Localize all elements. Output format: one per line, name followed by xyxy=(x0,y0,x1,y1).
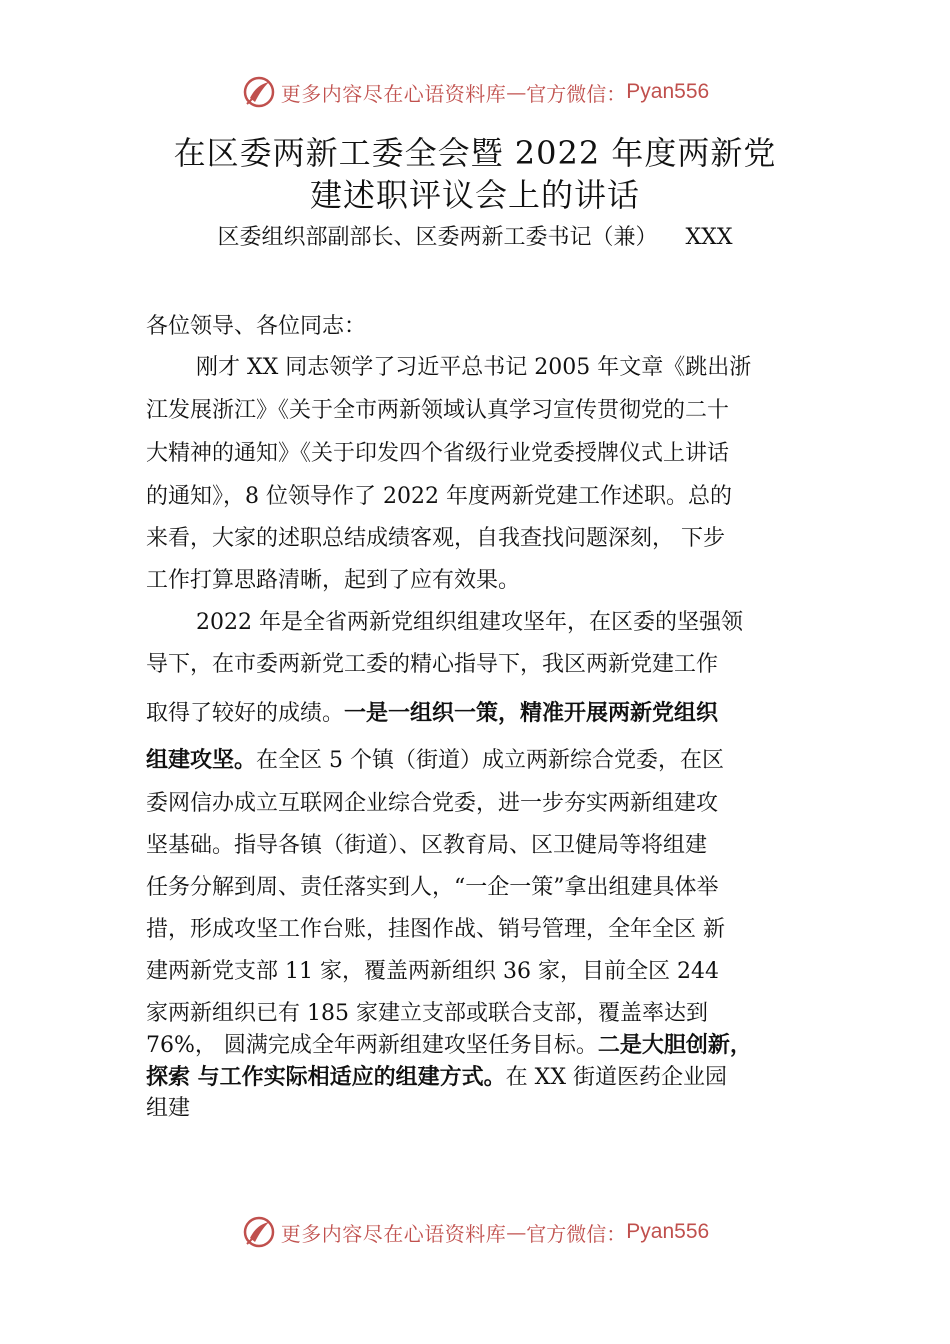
paragraph-line: 刚才 XX 同志领学了习近平总书记 2005 年文章《跳出浙 xyxy=(196,355,752,380)
text-run: 在 XX 街道医药企业园 xyxy=(505,1065,727,1090)
greeting: 各位领导、各位同志： xyxy=(146,314,367,339)
paragraph-line: 导下，在市委两新党工委的精心指导下，我区两新党建工作 xyxy=(146,652,719,677)
text-run: 76%， 圆满完成全年两新组建攻坚任务目标。 xyxy=(146,1033,598,1058)
paragraph-line xyxy=(146,746,724,776)
text-run: 在全区 5 个镇（街道）成立两新综合党委，在区 xyxy=(256,748,725,773)
footer-banner xyxy=(0,1212,950,1252)
banner-separator: — xyxy=(506,1220,527,1244)
text-run: 取得了较好的成绩。 xyxy=(146,701,345,726)
banner-wechat-id: Pyan556 xyxy=(626,80,710,103)
document-title-line-1: 在区委两新工委全会暨 2022 年度两新党 xyxy=(173,134,777,172)
banner-separator: — xyxy=(506,80,527,104)
byline xyxy=(0,222,950,254)
bold-heading: 组建攻坚。 xyxy=(146,748,257,773)
banner-wechat-label: 官方微信： xyxy=(526,81,627,106)
paragraph-line xyxy=(146,1063,727,1093)
document-title-line-2: 建述职评议会上的讲话 xyxy=(309,176,640,214)
paragraph-line: 坚基础。指导各镇（街道）、区教育局、区卫健局等将组建 xyxy=(146,833,708,858)
paragraph-line: 建两新党支部 11 家，覆盖两新组织 36 家，目前全区 244 xyxy=(146,959,719,984)
paragraph-line: 家两新组织已有 185 家建立支部或联合支部，覆盖率达到 xyxy=(146,1001,708,1026)
paragraph-line: 委网信办成立互联网企业综合党委，进一步夯实两新组建攻 xyxy=(146,791,719,816)
paragraph-line xyxy=(146,1031,752,1061)
bold-heading: 探索 与工作实际相适应的组建方式。 xyxy=(146,1065,506,1090)
bold-heading: 二是大胆创新， xyxy=(597,1033,752,1058)
paragraph-line: 来看，大家的述职总结成绩客观，自我查找问题深刻， 下步 xyxy=(146,526,725,551)
logo-icon xyxy=(241,74,277,110)
logo-icon xyxy=(241,1214,277,1250)
paragraph-line xyxy=(146,699,718,729)
banner-wechat-label: 官方微信： xyxy=(526,1221,627,1246)
byline-name: XXX xyxy=(685,225,733,250)
paragraph-line: 江发展浙江》《关于全市两新领域认真学习宣传贯彻党的二十 xyxy=(146,398,730,423)
banner-text: 更多内容尽在心语资料库 xyxy=(280,1221,507,1246)
paragraph-line: 工作打算思路清晰，起到了应有效果。 xyxy=(146,568,521,593)
paragraph-line: 的通知》，8 位领导作了 2022 年度两新党建工作述职。总的 xyxy=(146,484,732,509)
paragraph-line: 2022 年是全省两新党组织组建攻坚年，在区委的坚强领 xyxy=(196,610,743,635)
banner-wechat-id: Pyan556 xyxy=(626,1220,710,1243)
paragraph-line: 组建 xyxy=(146,1096,191,1121)
paragraph-line: 任务分解到周、责任落实到人，“一企一策”拿出组建具体举 xyxy=(146,875,719,900)
byline-position: 区委组织部副部长、区委两新工委书记（兼） xyxy=(217,225,658,250)
paragraph-line: 大精神的通知》《关于印发四个省级行业党委授牌仪式上讲话 xyxy=(146,441,730,466)
header-banner xyxy=(0,72,950,112)
paragraph-line: 措，形成攻坚工作台账，挂图作战、销号管理，全年全区 新 xyxy=(146,917,725,942)
banner-text: 更多内容尽在心语资料库 xyxy=(280,81,507,106)
bold-heading: 一是一组织一策，精准开展两新党组织 xyxy=(344,701,719,726)
